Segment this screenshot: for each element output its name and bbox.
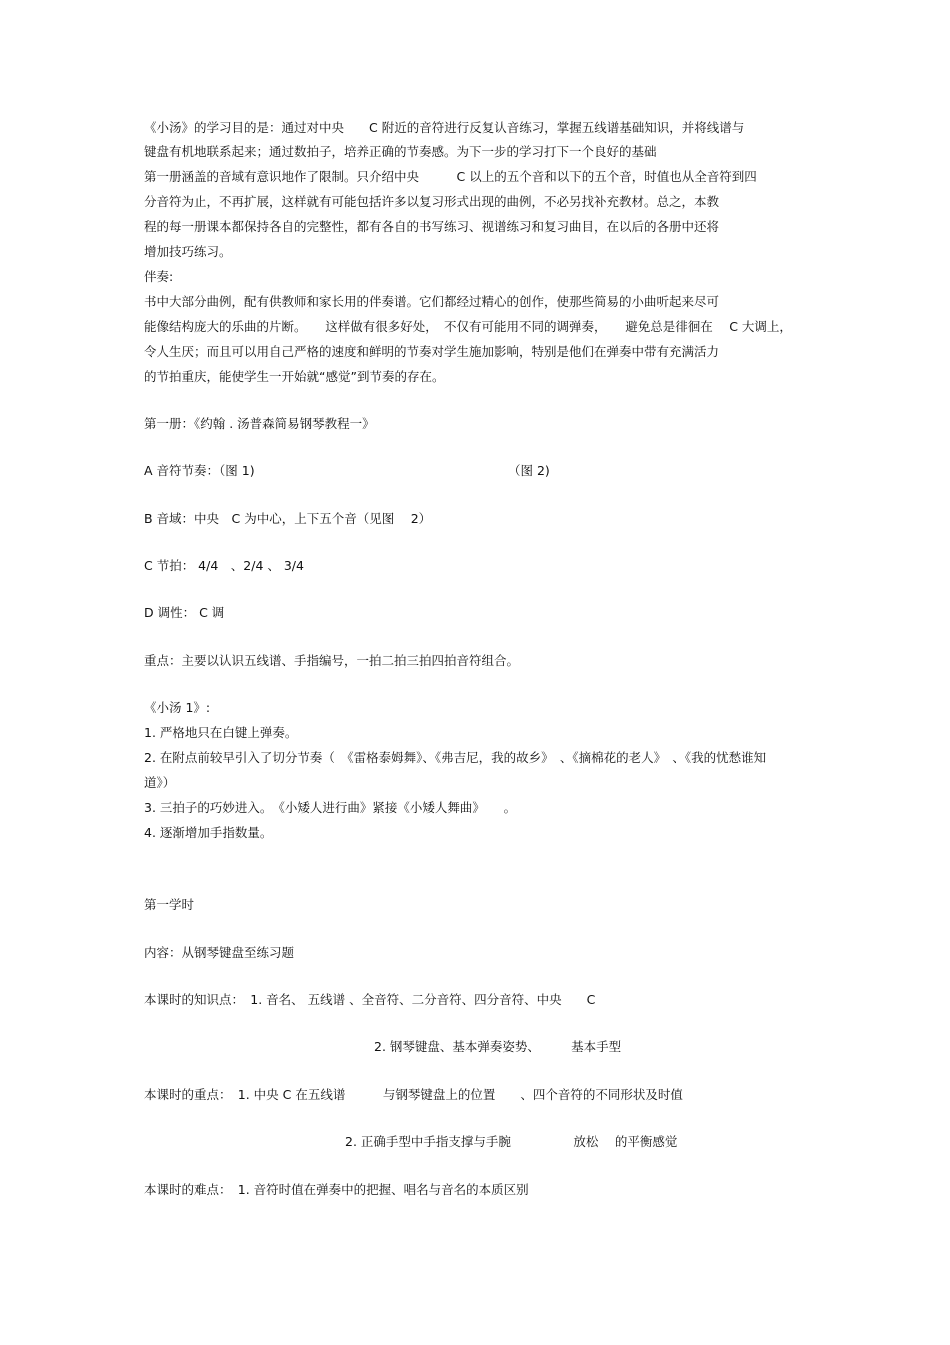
range-line-4: 增加技巧练习。 — [144, 244, 232, 259]
meter-item: C 节拍： 4/4 、2/4 、 3/4 — [144, 558, 304, 573]
intro-line-2: 键盘有机地联系起来；通过数拍子，培养正确的节奏感。为下一步的学习打下一个良好的基础 — [144, 144, 657, 159]
accompaniment-line-2: 能像结构庞大的乐曲的片断。 这样做有很多好处， 不仅有可能用不同的调弹奏， 避免总是徘徊在 C 大调上， — [144, 319, 792, 334]
xiaotang1-item-2: 2. 在附点前较早引入了切分节奏（ 《雷格泰姆舞》、《弗吉尼，我的故乡》 、《摘棉花的老人》 、《我的忧愁谁知 — [144, 750, 767, 765]
xiaotang1-item-2-cont: 道》） — [144, 775, 176, 790]
difficulty-line-1: 本课时的难点： 1. 音符时值在弹奏中的把握、唱名与音名的本质区别 — [144, 1182, 529, 1197]
lesson-title: 第一学时 — [144, 897, 195, 912]
range-line-3: 程的每一册课本都保持各自的完整性，都有各自的书写练习、视谱练习和复习曲目，在以后的各册中还将 — [144, 219, 720, 234]
intro-line-1: 《小汤》的学习目的是：通过对中央 C 附近的音符进行反复认音练习，掌握五线谱基础知识，并将线谱与 — [144, 120, 745, 135]
book-title: 第一册：《约翰 . 汤普森简易钢琴教程一》 — [144, 416, 375, 431]
xiaotang1-item-4: 4. 逐渐增加手指数量。 — [144, 825, 273, 840]
xiaotang1-item-3: 3. 三拍子的巧妙进入。 《小矮人进行曲》紧接《小矮人舞曲》 。 — [144, 800, 517, 815]
range-item: B 音域：中央 C 为中心，上下五个音（见图 2） — [144, 511, 432, 526]
accompaniment-line-1: 书中大部分曲例，配有供教师和家长用的伴奏谱。它们都经过精心的创作，使那些简易的小曲听起来尽可 — [144, 294, 720, 309]
range-line-1: 第一册涵盖的音域有意识地作了限制。只介绍中央 C 以上的五个音和以下的五个音，时值也从全音符到四 — [144, 169, 757, 184]
figure-2-label: （图 2) — [508, 463, 550, 478]
focus-item: 重点：主要以认识五线谱、手指编号，一拍二拍三拍四拍音符组合。 — [144, 653, 520, 668]
knowledge-line-2: 2. 钢琴键盘、基本弹奏姿势、 基本手型 — [374, 1039, 622, 1054]
accompaniment-line-3: 令人生厌；而且可以用自己严格的速度和鲜明的节奏对学生施加影响，特别是他们在弹奏中带有充满活力 — [144, 344, 720, 359]
key-point-line-2: 2. 正确手型中手指支撑与手腕 放松 的平衡感觉 — [345, 1134, 678, 1149]
knowledge-line-1: 本课时的知识点： 1. 音名、 五线谱 、全音符、二分音符、四分音符、中央 C — [144, 992, 596, 1007]
lesson-content: 内容：从钢琴键盘至练习题 — [144, 945, 295, 960]
xiaotang1-item-1: 1. 严格地只在白键上弹奏。 — [144, 725, 298, 740]
accompaniment-line-4: 的节拍重庆，能使学生一开始就“感觉”到节奏的存在。 — [144, 369, 445, 384]
key-item: D 调性： C 调 — [144, 605, 225, 620]
range-line-2: 分音符为止，不再扩展，这样就有可能包括许多以复习形式出现的曲例，不必另找补充教材。总之，本教 — [144, 194, 720, 209]
accompaniment-heading: 伴奏: — [144, 269, 174, 284]
key-point-line-1: 本课时的重点： 1. 中央 C 在五线谱 与钢琴键盘上的位置 、四个音符的不同形状及时值 — [144, 1087, 683, 1102]
xiaotang1-title: 《小汤 1》: — [144, 700, 211, 715]
rhythm-label: A 音符节奏：（图 1) — [144, 463, 255, 478]
